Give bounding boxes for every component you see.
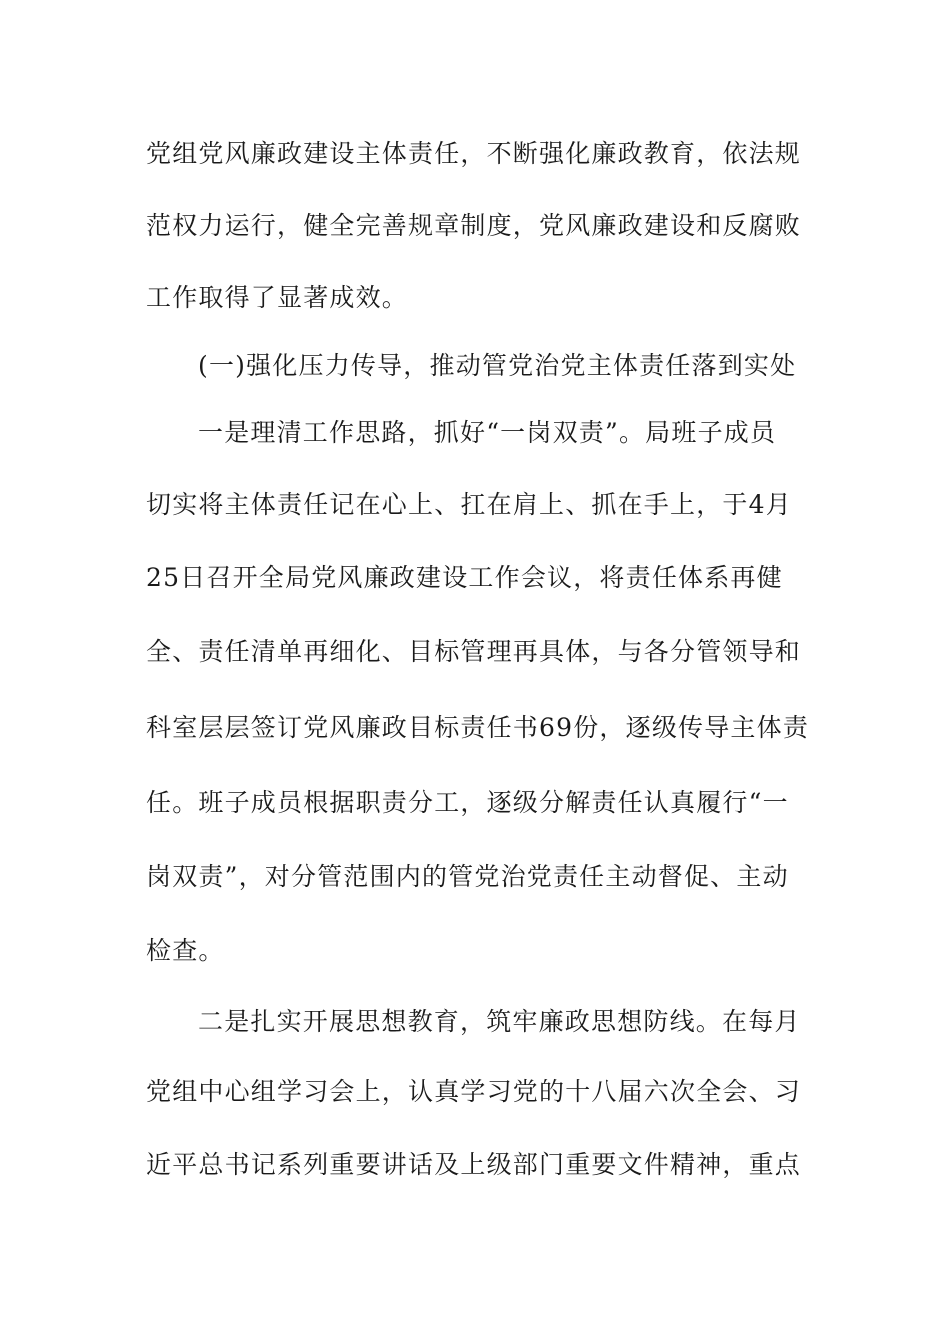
text-line: 一是理清工作思路，抓好“一岗双责”。局班子成员 [198, 418, 777, 447]
text-line: 岗双责”，对分管范围内的管党治党责任主动督促、主动 [146, 862, 789, 891]
section-heading: (一)强化压力传导，推动管党治党主体责任落到实处 [198, 351, 797, 380]
text-line: 任。班子成员根据职责分工，逐级分解责任认真履行“一 [146, 788, 789, 817]
text-line: 25日召开全局党风廉政建设工作会议，将责任体系再健 [146, 563, 783, 592]
text-line: 工作取得了显著成效。 [146, 283, 409, 312]
text-line: 切实将主体责任记在心上、扛在肩上、抓在手上，于4月 [146, 490, 792, 519]
text-line: 近平总书记系列重要讲话及上级部门重要文件精神，重点 [146, 1150, 802, 1179]
text-line: 检查。 [146, 936, 225, 965]
text-line: 科室层层签订党风廉政目标责任书69份，逐级传导主体责 [146, 713, 810, 742]
text-line: 党组党风廉政建设主体责任，不断强化廉政教育，依法规 [146, 139, 802, 168]
text-line: 范权力运行，健全完善规章制度，党风廉政建设和反腐败 [146, 211, 802, 240]
text-line: 党组中心组学习会上，认真学习党的十八届六次全会、习 [146, 1077, 802, 1106]
text-line: 全、责任清单再细化、目标管理再具体，与各分管领导和 [146, 637, 802, 666]
text-line: 二是扎实开展思想教育，筑牢廉政思想防线。在每月 [198, 1007, 801, 1036]
